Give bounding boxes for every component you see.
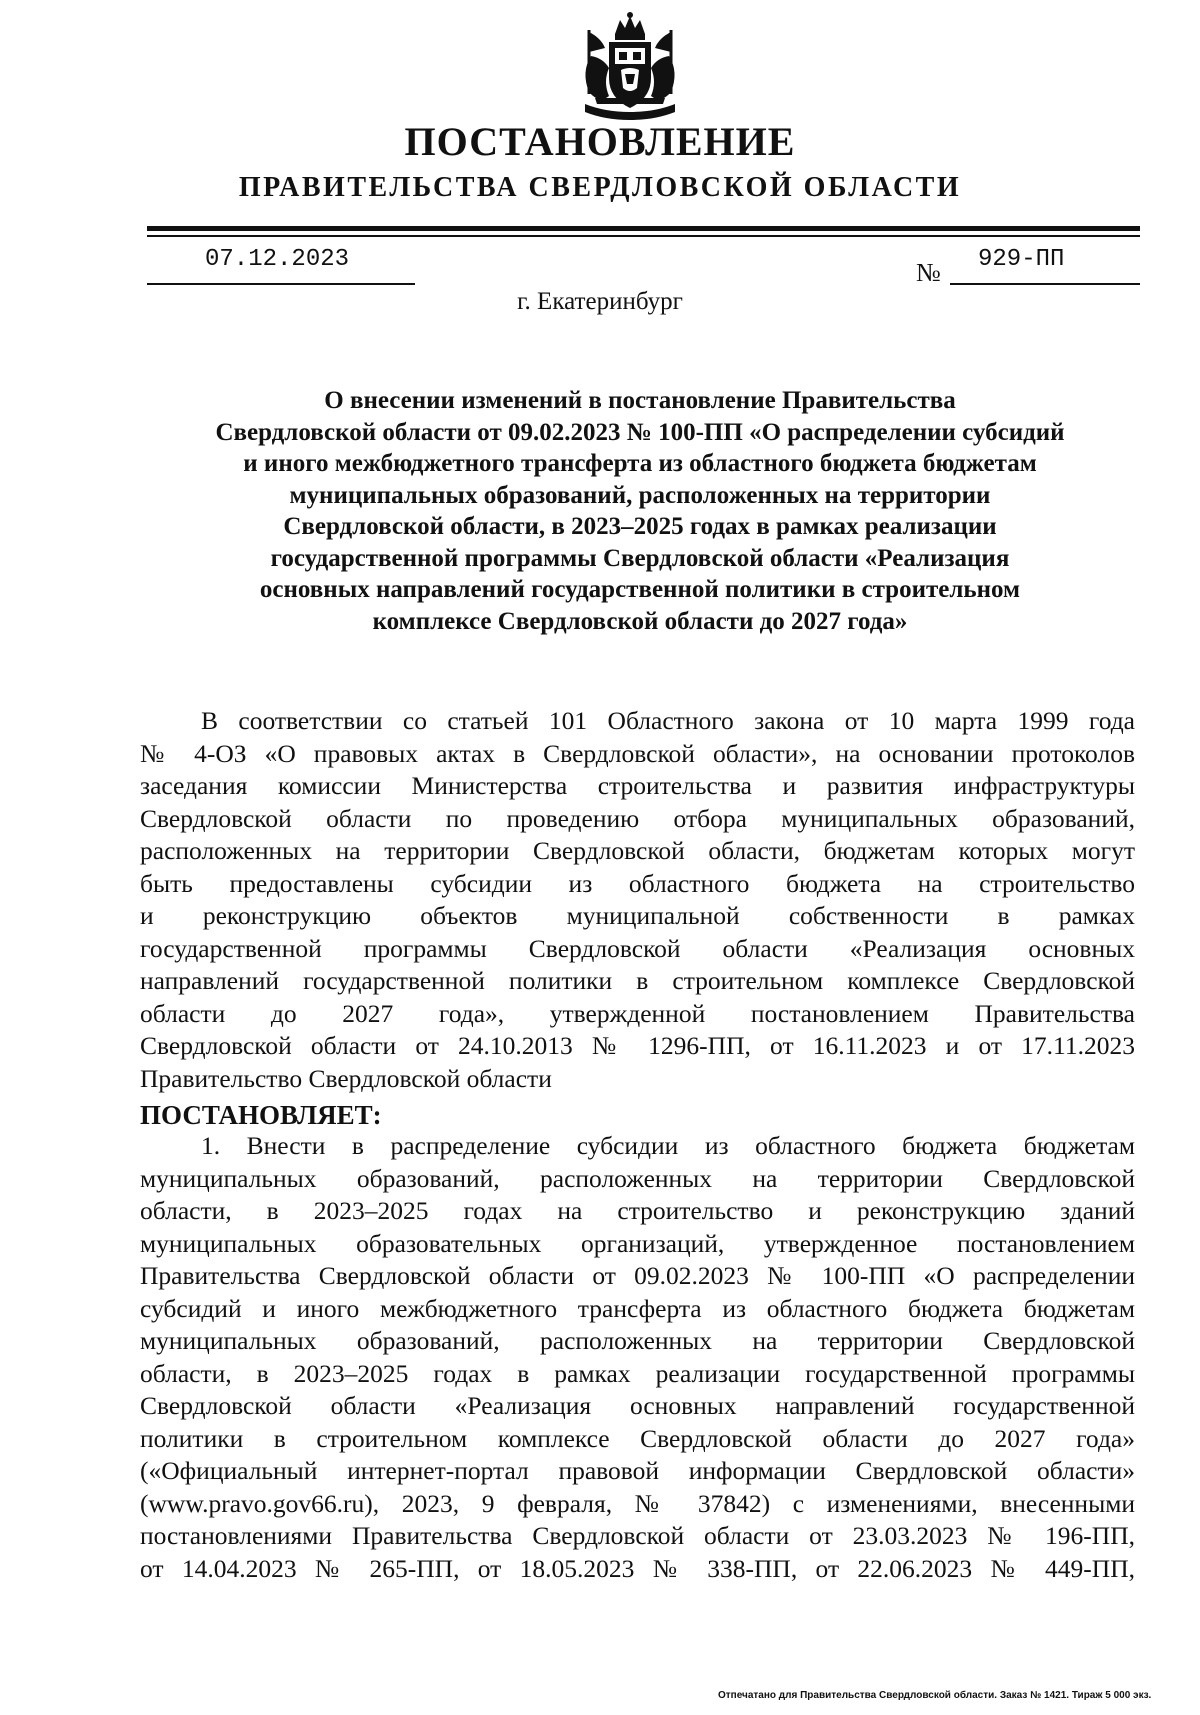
- text-line: муниципальных образований, расположенных на территории Свердловской: [140, 1163, 1135, 1193]
- title-line: О внесении изменений в постановление Правительства: [324, 387, 956, 414]
- text-line: Свердловской области по проведению отбора муниципальных образований,: [140, 803, 1135, 833]
- title-line: Свердловской области, в 2023–2025 годах в рамках реализации: [283, 513, 997, 540]
- document-date: 07.12.2023: [205, 246, 350, 273]
- text-line: (www.pravo.gov66.ru), 2023, 9 февраля, № 37842) с изменениями, внесенными: [140, 1488, 1135, 1518]
- document-type-heading: ПОСТАНОВЛЕНИЕ: [404, 119, 796, 164]
- number-underline: [950, 283, 1140, 285]
- text-line: Свердловской области от 24.10.2013 № 1296-ПП, от 16.11.2023 и от 17.11.2023: [140, 1031, 1135, 1060]
- title-line: государственной программы Свердловской области «Реализация: [270, 544, 1010, 572]
- title-line: муниципальных образований, расположенных на территории: [289, 481, 991, 509]
- text-line: муниципальных образований, расположенных на территории Свердловской: [140, 1326, 1135, 1355]
- text-line: направлений государственной политики в строительном комплексе Свердловской: [140, 966, 1135, 995]
- text-line: В соответствии со статьей 101 Областного закона от 10 марта 1999 года: [201, 706, 1135, 735]
- coat-of-arms-icon: [575, 12, 685, 124]
- title-line: комплексе Свердловской области до 2027 года»: [372, 607, 908, 635]
- text-line: муниципальных образовательных организаций, утвержденное постановлением: [140, 1228, 1135, 1258]
- number-sign: №: [916, 258, 941, 287]
- text-line: («Официальный интернет-портал правовой информации Свердловской области»: [140, 1456, 1135, 1485]
- header-divider-thin: [147, 235, 1140, 237]
- text-line: области до 2027 года», утвержденной постановлением Правительства: [140, 998, 1135, 1028]
- title-line: и иного межбюджетного трансферта из областного бюджета бюджетам: [243, 450, 1037, 477]
- text-line: постановлениями Правительства Свердловской области от 23.03.2023 № 196-ПП,: [140, 1521, 1135, 1550]
- text-line: и реконструкцию объектов муниципальной собственности в рамках: [140, 901, 1135, 930]
- text-line: № 4-ОЗ «О правовых актах в Свердловской области», на основании протоколов: [140, 738, 1135, 768]
- coat-of-arms-emblem: [575, 12, 685, 124]
- text-line: государственной программы Свердловской области «Реализация основных: [140, 933, 1135, 963]
- text-line: Свердловской области «Реализация основных направлений государственной: [140, 1391, 1135, 1420]
- title-line: Свердловской области от 09.02.2023 № 100-ПП «О распределении субсидий: [215, 418, 1065, 446]
- text-line: расположенных на территории Свердловской области, бюджетам которых могут: [140, 836, 1135, 865]
- text-line: области, в 2023–2025 годах на строительство и реконструкцию зданий: [140, 1196, 1135, 1225]
- header-divider-thick: [147, 226, 1140, 231]
- text-line: области, в 2023–2025 годах в рамках реализации государственной программы: [140, 1358, 1135, 1388]
- decree-word: ПОСТАНОВЛЯЕТ:: [140, 1100, 382, 1130]
- text-line: 1. Внести в распределение субсидии из областного бюджета бюджетам: [201, 1131, 1135, 1160]
- document-title: [150, 385, 1130, 637]
- text-line: политики в строительном комплексе Свердловской области до 2027 года»: [140, 1423, 1135, 1453]
- text-line: Правительство Свердловской области: [140, 1063, 552, 1093]
- title-line: основных направлений государственной политики в строительном: [259, 576, 1021, 603]
- date-underline: [147, 283, 415, 285]
- text-line: Правительства Свердловской области от 09.02.2023 № 100-ПП «О распределении: [140, 1261, 1135, 1290]
- issuer-heading: ПРАВИТЕЛЬСТВА СВЕРДЛОВСКОЙ ОБЛАСТИ: [238, 172, 962, 203]
- item-1-paragraph: [140, 1130, 1135, 1585]
- text-line: заседания комиссии Министерства строительства и развития инфраструктуры: [140, 771, 1135, 800]
- preamble-paragraph: [140, 705, 1135, 1095]
- print-footer: Отпечатано для Правительства Свердловской области. Заказ № 1421. Тираж 5 000 экз.: [718, 1690, 1152, 1701]
- text-line: субсидий и иного межбюджетного трансферта из областного бюджета бюджетам: [140, 1293, 1135, 1323]
- issue-city: г. Екатеринбург: [517, 288, 683, 315]
- text-line: быть предоставлены субсидии из областного бюджета на строительство: [140, 868, 1135, 898]
- text-line: от 14.04.2023 № 265-ПП, от 18.05.2023 № 338-ПП, от 22.06.2023 № 449-ПП,: [140, 1553, 1135, 1583]
- document-number: 929-ПП: [978, 246, 1065, 273]
